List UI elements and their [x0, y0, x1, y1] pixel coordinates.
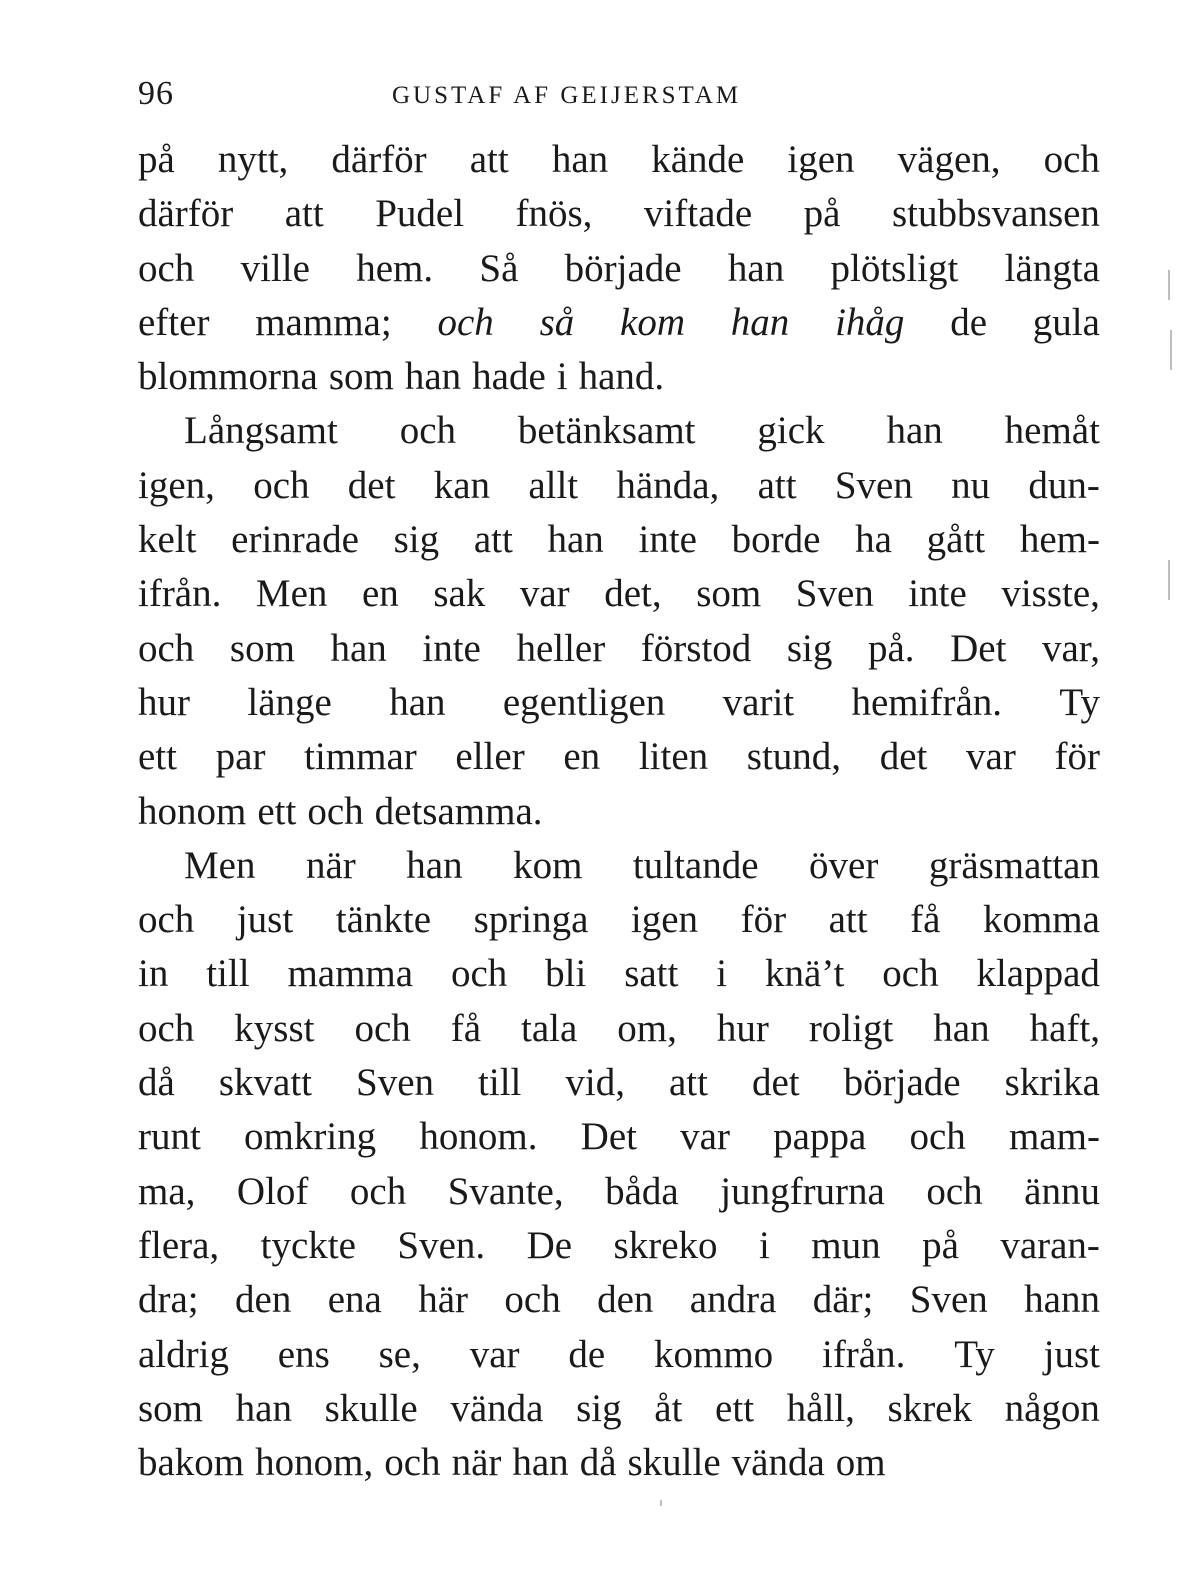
text-line	[138, 133, 1100, 187]
word: och	[138, 626, 195, 670]
word: om	[835, 1441, 886, 1485]
word: som	[696, 572, 762, 616]
text-line	[138, 1056, 1100, 1110]
word: stubbsvansen	[891, 192, 1100, 236]
word: Men	[255, 572, 328, 616]
word: därför	[138, 192, 234, 236]
word: hem.	[356, 246, 434, 290]
word: betänksamt	[517, 409, 696, 453]
word: han	[330, 626, 387, 670]
scan-artifact	[1168, 560, 1170, 600]
word: sig	[393, 518, 440, 562]
word: var	[469, 1332, 520, 1376]
word: viftade	[643, 192, 753, 236]
word: att	[473, 518, 513, 562]
word: i	[758, 1223, 770, 1267]
word: som	[328, 355, 394, 399]
word: och	[349, 1169, 407, 1213]
word: hända,	[616, 463, 720, 507]
word: han	[727, 246, 785, 290]
text-line	[138, 893, 1100, 947]
text-line	[138, 785, 1100, 839]
word: Sven	[356, 1061, 435, 1105]
text-line	[138, 1382, 1100, 1436]
word: att	[284, 192, 324, 236]
word: Så	[479, 246, 519, 290]
word: ifrån.	[821, 1332, 906, 1376]
word: och	[882, 952, 939, 996]
word: Sven	[795, 572, 874, 616]
word: in	[138, 952, 169, 996]
word: Svante,	[447, 1169, 564, 1213]
word: kysst	[234, 1006, 315, 1050]
word: sig	[786, 626, 833, 670]
word: skreko	[613, 1223, 718, 1267]
word: kände	[651, 138, 745, 181]
word: pappa	[773, 1115, 867, 1159]
word: hur	[138, 680, 190, 724]
word: var	[966, 735, 1016, 779]
word: vända	[731, 1441, 825, 1485]
word: dra;	[138, 1278, 199, 1322]
word: han	[404, 355, 462, 399]
word: den	[235, 1278, 292, 1322]
word: till	[206, 952, 250, 996]
word: omkring	[244, 1115, 377, 1159]
word: Pudel	[375, 192, 465, 236]
word: han	[235, 1386, 292, 1430]
word: visste,	[1001, 572, 1100, 616]
word: sig	[576, 1386, 622, 1430]
word: borde	[731, 518, 821, 562]
word: heller	[516, 626, 606, 670]
word: förstod	[640, 626, 752, 670]
word: hand.	[578, 355, 665, 399]
word: började	[564, 246, 682, 290]
word: en	[563, 735, 601, 779]
word: mamma	[287, 952, 414, 996]
text-line	[138, 947, 1100, 1001]
word: par	[215, 735, 266, 779]
word: skulle	[627, 1441, 721, 1485]
word: varan-	[1000, 1223, 1100, 1267]
word: till	[478, 1061, 522, 1105]
text-line	[138, 1002, 1100, 1056]
word: få	[910, 898, 941, 942]
word: om,	[617, 1006, 677, 1050]
word: knä’t	[764, 952, 845, 996]
word: mam-	[1008, 1115, 1100, 1159]
word: just	[236, 898, 294, 942]
word: ha	[855, 518, 892, 562]
word: mun	[811, 1223, 881, 1267]
word: varit	[722, 680, 795, 724]
word: på.	[867, 626, 915, 670]
word: liten	[638, 735, 709, 779]
word: efter	[138, 300, 210, 344]
word: och	[504, 1278, 561, 1322]
word: nytt,	[217, 138, 289, 181]
word: inte	[422, 626, 481, 670]
word: allt	[528, 463, 579, 507]
word: håll,	[786, 1386, 855, 1430]
word: att	[757, 463, 797, 507]
word: som	[138, 1386, 204, 1430]
word: hann	[1024, 1278, 1100, 1322]
text-line	[138, 242, 1100, 296]
word: på	[138, 138, 175, 181]
word: stund,	[746, 735, 842, 779]
text-line	[138, 459, 1100, 513]
word: ihåg	[835, 300, 905, 344]
word: hade	[472, 355, 546, 399]
word: sak	[433, 572, 486, 616]
word: ett	[257, 789, 297, 833]
word: Det	[580, 1115, 637, 1159]
word: ett	[715, 1386, 755, 1430]
word: andra	[689, 1278, 777, 1322]
word: så	[539, 300, 575, 344]
word: det	[879, 735, 928, 779]
text-line	[138, 350, 1100, 404]
word: han	[547, 518, 604, 562]
word: och	[354, 1006, 411, 1050]
word: just	[1043, 1332, 1100, 1376]
word: flera,	[138, 1223, 220, 1267]
word: igen	[787, 138, 855, 181]
word: nu	[951, 463, 991, 507]
body-text	[138, 133, 1100, 1490]
word: och	[384, 1441, 441, 1485]
scan-artifact	[660, 1500, 662, 1506]
word: och	[450, 952, 508, 996]
word: och	[399, 409, 456, 453]
text-line	[138, 187, 1100, 241]
word: och	[138, 1006, 195, 1050]
word: och	[909, 1115, 966, 1159]
word: det	[752, 1061, 800, 1105]
word: och	[138, 246, 195, 290]
word: plötsligt	[830, 246, 959, 290]
word: Men	[184, 843, 256, 887]
word: aldrig	[138, 1332, 229, 1376]
word: då	[579, 1441, 617, 1485]
word: ifrån.	[138, 572, 222, 616]
word: någon	[1004, 1386, 1100, 1430]
word: och	[307, 789, 364, 833]
word: han	[512, 1441, 569, 1485]
word: tultande	[632, 843, 759, 887]
word: den	[597, 1278, 654, 1322]
word: bakom	[138, 1441, 245, 1485]
word: detsamma.	[374, 789, 543, 833]
word: haft,	[1029, 1006, 1100, 1050]
text-line	[138, 1436, 1100, 1490]
word: blommorna	[138, 355, 318, 399]
word: dun-	[1028, 463, 1100, 507]
word: var	[519, 572, 570, 616]
page-number: 96	[138, 75, 174, 112]
word: han	[730, 300, 790, 344]
word: för	[1054, 735, 1100, 779]
word: han	[886, 409, 943, 453]
word: jungfrurna	[720, 1169, 885, 1213]
word: honom,	[255, 1441, 374, 1485]
text-line	[138, 513, 1100, 567]
word: skrika	[1004, 1061, 1100, 1105]
word: inte	[908, 572, 967, 616]
word: vända	[450, 1386, 544, 1430]
word: Sven	[909, 1278, 988, 1322]
text-line	[138, 1219, 1100, 1273]
text-line	[138, 1273, 1100, 1327]
word: i	[556, 355, 568, 399]
word: eller	[455, 735, 525, 779]
word: och	[437, 300, 494, 344]
text-line	[138, 567, 1100, 621]
word: skulle	[324, 1386, 418, 1430]
word: runt	[138, 1115, 201, 1159]
text-line	[138, 1165, 1100, 1219]
word: på	[803, 192, 841, 236]
text-line	[138, 676, 1100, 730]
word: Ty	[954, 1332, 995, 1376]
word: inte	[638, 518, 697, 562]
text-line	[138, 839, 1100, 893]
word: hemifrån.	[851, 680, 1002, 724]
word: för	[740, 898, 787, 942]
running-title: GUSTAF AF GEIJERSTAM	[392, 82, 742, 109]
word: här	[418, 1278, 469, 1322]
word: Det	[950, 626, 1007, 670]
word: tala	[521, 1006, 578, 1050]
word: skvatt	[218, 1061, 312, 1105]
word: ett	[138, 735, 177, 779]
word: springa	[473, 898, 589, 942]
word: kan	[433, 463, 491, 507]
text-line	[138, 1328, 1100, 1382]
word: mamma;	[255, 300, 392, 344]
word: att	[469, 138, 509, 181]
word: och	[138, 898, 195, 942]
word: de	[568, 1332, 606, 1376]
word: därför	[331, 138, 427, 181]
word: han	[933, 1006, 990, 1050]
word: ännu	[1024, 1169, 1100, 1213]
word: erinrade	[231, 518, 359, 562]
word: Olof	[236, 1169, 309, 1213]
word: roligt	[808, 1006, 894, 1050]
word: egentligen	[502, 680, 666, 724]
word: tyckte	[260, 1223, 356, 1267]
word: skrek	[887, 1386, 972, 1430]
word: tänkte	[335, 898, 432, 942]
text-line	[138, 622, 1100, 676]
word: ens	[277, 1332, 330, 1376]
word: och	[1043, 138, 1100, 181]
word: klappad	[976, 952, 1100, 996]
word: ville	[240, 246, 310, 290]
word: han	[389, 680, 446, 724]
word: båda	[605, 1169, 679, 1213]
word: och	[926, 1169, 983, 1213]
word: och	[253, 463, 310, 507]
word: gräsmattan	[928, 843, 1100, 887]
word: hur	[716, 1006, 769, 1050]
word: Sven	[834, 463, 913, 507]
word: igen	[630, 898, 699, 942]
word: var	[680, 1115, 730, 1159]
word: när	[305, 843, 356, 887]
word: satt	[624, 952, 679, 996]
scan-artifact	[1170, 330, 1172, 370]
word: över	[809, 843, 879, 887]
word: kom	[620, 300, 686, 344]
word: då	[138, 1061, 175, 1105]
word: hemåt	[1004, 409, 1100, 453]
word: Långsamt	[184, 409, 338, 453]
scan-artifact	[1168, 270, 1170, 300]
word: när	[451, 1441, 502, 1485]
word: var,	[1042, 626, 1100, 670]
word: på	[922, 1223, 959, 1267]
text-line	[138, 404, 1100, 458]
word: att	[669, 1061, 708, 1105]
word: kelt	[138, 518, 197, 562]
word: fnös,	[515, 192, 593, 236]
word: länge	[247, 680, 332, 724]
word: som	[229, 626, 295, 670]
word: vid,	[565, 1061, 625, 1105]
text-line	[138, 730, 1100, 784]
word: det	[347, 463, 396, 507]
word: se,	[378, 1332, 421, 1376]
word: i	[716, 952, 728, 996]
word: han	[406, 843, 463, 887]
word: igen,	[138, 463, 215, 507]
word: han	[551, 138, 609, 181]
text-line	[138, 1110, 1100, 1164]
word: att	[828, 898, 868, 942]
word: började	[843, 1061, 961, 1105]
word: ma,	[138, 1169, 196, 1213]
word: gick	[757, 409, 825, 453]
word: åt	[654, 1386, 683, 1430]
word: gått	[926, 518, 986, 562]
word: hem-	[1019, 518, 1100, 562]
word: bli	[545, 952, 587, 996]
word: vägen,	[897, 138, 1001, 181]
word: de	[950, 300, 988, 344]
word: De	[526, 1223, 573, 1267]
word: ena	[327, 1278, 382, 1322]
word: längta	[1004, 246, 1100, 290]
text-line	[138, 296, 1100, 350]
word: komma	[982, 898, 1100, 942]
running-head	[138, 72, 1098, 116]
word: få	[450, 1006, 482, 1050]
word: kom	[513, 843, 583, 887]
word: en	[361, 572, 399, 616]
word: kommo	[653, 1332, 774, 1376]
word: Ty	[1059, 680, 1100, 724]
word: Sven.	[397, 1223, 486, 1267]
word: honom.	[419, 1115, 538, 1159]
word: det,	[604, 572, 662, 616]
word: honom	[138, 789, 247, 833]
word: timmar	[304, 735, 417, 779]
word: gula	[1032, 300, 1100, 344]
word: där;	[812, 1278, 874, 1322]
